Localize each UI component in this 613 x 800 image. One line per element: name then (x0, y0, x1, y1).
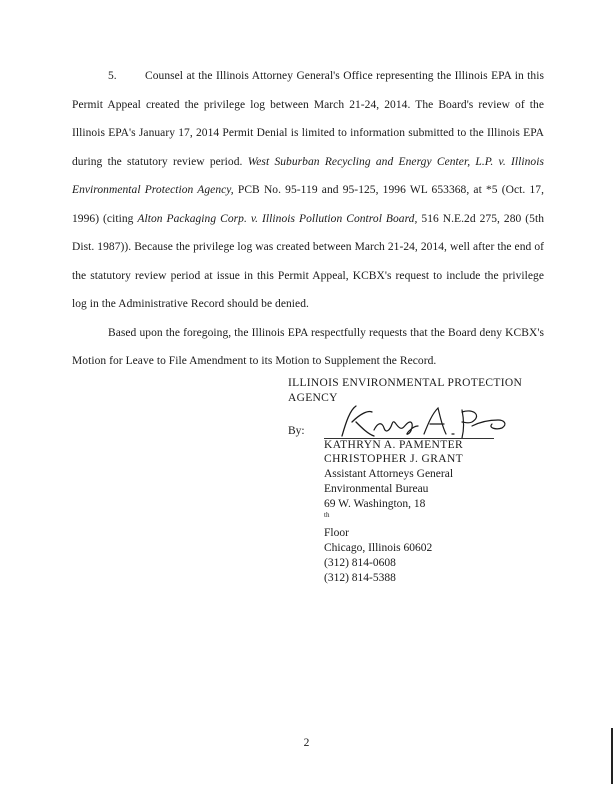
signature-block (288, 376, 548, 586)
paragraph-5-text-c: 516 N.E.2d 275, 280 (5th Dist. 1987)). Because the privilege log was created between March 21-24, 2014, well after the end of the statutory review period at issue in this Permit Appeal, KCBX's request to include the privilege log in the Administrative Record should be denied. (72, 212, 544, 310)
phone-number-1: (312) 814-0608 (324, 556, 396, 569)
signature-line (324, 438, 494, 439)
signature-row (288, 410, 548, 440)
signatory-name-1: KATHRYN A. PAMENTER (324, 438, 464, 451)
handwritten-signature (312, 400, 512, 446)
document-body (72, 62, 544, 376)
address-ordinal-suffix: th (324, 510, 330, 519)
signatory-details (324, 438, 548, 586)
case-citation-alton-packaging: Alton Packaging Corp. v. Illinois Pollution Control Board, (137, 212, 418, 225)
agency-name-line-1: ILLINOIS ENVIRONMENTAL PROTECTION (288, 377, 523, 389)
by-label: By: (288, 424, 305, 437)
phone-number-2: (312) 814-5388 (324, 571, 396, 584)
case-citation-west-suburban: West Suburban Recycling and Energy Center, L.P. v. Illinois Environmental Protection Agency, (72, 155, 544, 196)
paragraph-5 (72, 62, 544, 319)
address-city: Chicago, Illinois 60602 (324, 542, 433, 555)
paragraph-5-text-b: PCB No. 95-119 and 95-125, 1996 WL 653368, at *5 (Oct. 17, 1996) (citing (72, 184, 544, 225)
address-floor-text: Floor (324, 527, 349, 540)
agency-name-line-2: AGENCY (288, 391, 338, 404)
paragraph-5-text-a: Counsel at the Illinois Attorney General's Office representing the Illinois EPA in this Permit Appeal created the privilege log between March 21-24, 2014. The Board's review of the Illinois EPA's January 17, 2014 Permit Denial is limited to information submitted to the Illinois EPA during the statutory review period. (72, 70, 544, 168)
address-street (324, 497, 548, 541)
bureau-name: Environmental Bureau (324, 482, 429, 495)
signatory-name-2: CHRISTOPHER J. GRANT (324, 453, 464, 466)
page-number: 2 (303, 737, 310, 749)
conclusion-paragraph: Based upon the foregoing, the Illinois EPA respectfully requests that the Board deny KCBX's Motion for Leave to File Amendment to its Motion to Supplement the Record. (72, 326, 544, 367)
paragraph-number: 5. (108, 70, 117, 82)
address-street-text: 69 W. Washington, 18 (324, 497, 426, 510)
signatory-title: Assistant Attorneys General (324, 468, 454, 481)
